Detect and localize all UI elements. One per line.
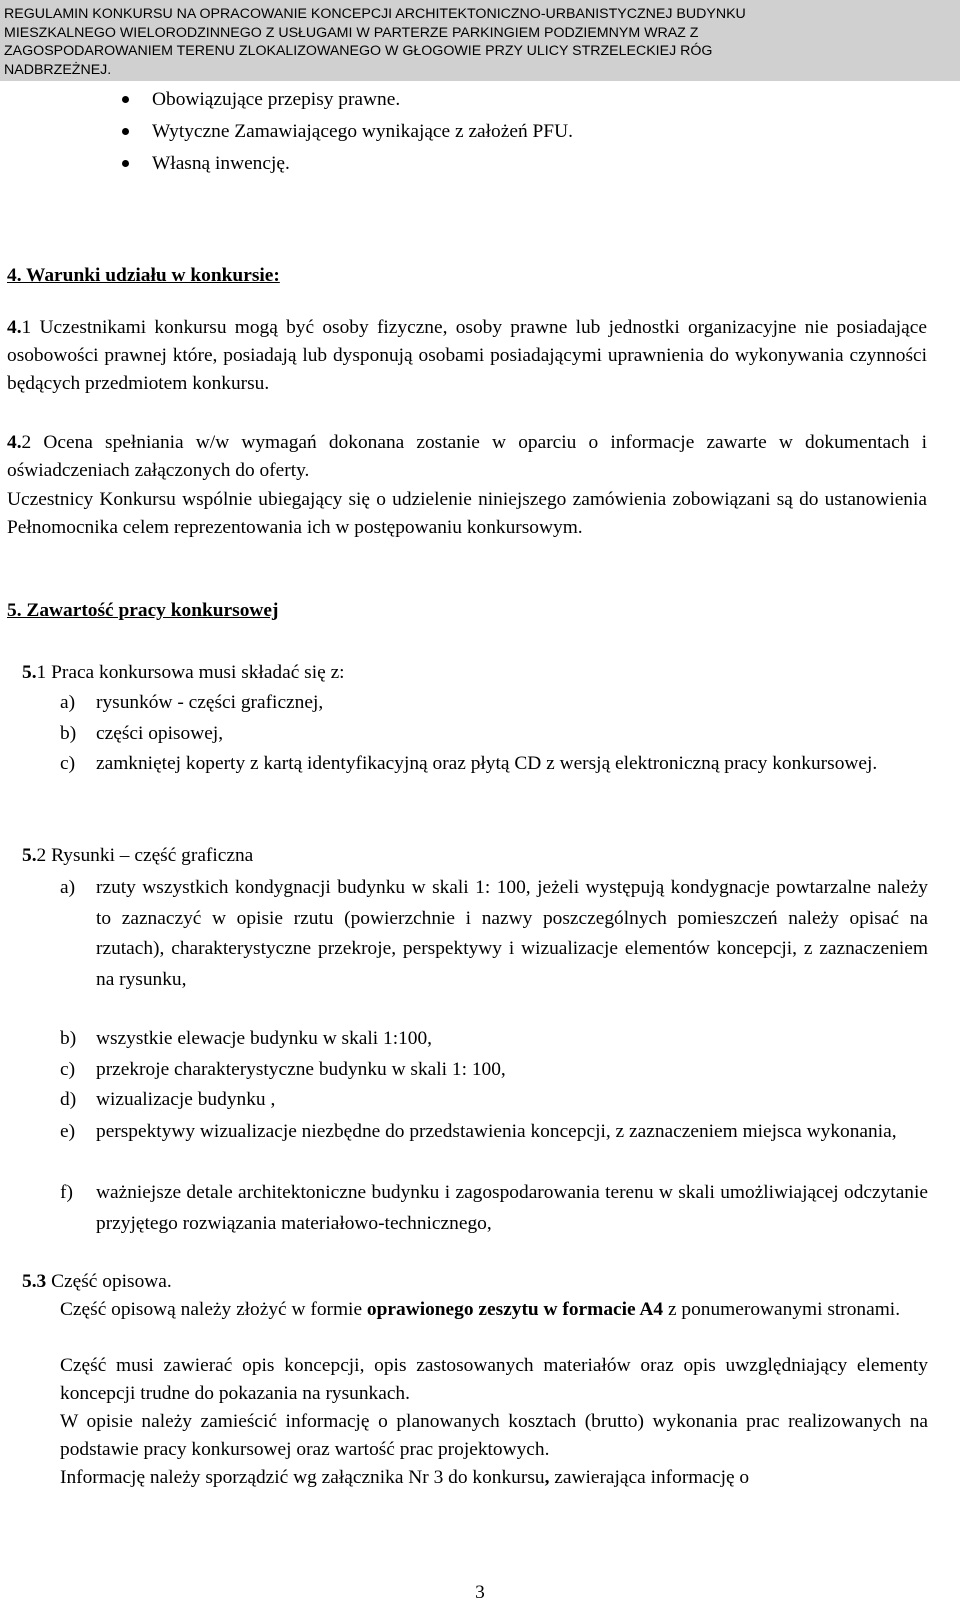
list-item bbox=[60, 1086, 928, 1114]
item-text: rysunków - części graficznej, bbox=[96, 692, 324, 713]
bold-text-run: oprawionego zeszytu w formacie A4 bbox=[366, 1299, 664, 1320]
paragraph-4-2 bbox=[7, 429, 927, 485]
list-item bbox=[60, 720, 928, 748]
paragraph-text: 2 Rysunki – część graficzna bbox=[36, 845, 254, 866]
header-line: MIESZKALNEGO WIELORODZINNEGO Z USŁUGAMI W PARTERZE PARKINGIEM PODZIEMNYM WRAZ Z bbox=[4, 24, 699, 41]
paragraph-5-3-a bbox=[60, 1296, 928, 1324]
paragraph-text: 1 Praca konkursowa musi składać się z: bbox=[36, 662, 345, 683]
paragraph-5-3-b: Część musi zawierać opis koncepcji, opis zastosowanych materiałów oraz opis uwzględniający elementy koncepcji trudne do pokazania na rysunkach. bbox=[60, 1355, 928, 1404]
paragraph-4-3: Uczestnicy Konkursu wspólnie ubiegający się o udzielenie niniejszego zamówienia zobowiązani są do ustanowienia Pełnomocnika celem reprezentowania ich w postępowaniu konkursowym. bbox=[7, 489, 927, 538]
list-item bbox=[60, 689, 928, 717]
paragraph-5-3-c: W opisie należy zamieścić informację o planowanych kosztach (brutto) wykonania prac realizowanych na podstawie pracy konkursowej oraz wartość prac projektowych. bbox=[60, 1411, 928, 1460]
list-item bbox=[60, 1117, 928, 1148]
item-label: c) bbox=[60, 1059, 76, 1080]
paragraph-5-3-title bbox=[22, 1268, 927, 1296]
page-header bbox=[0, 0, 960, 81]
item-text: przekroje charakterystyczne budynku w skali 1: 100, bbox=[96, 1059, 506, 1080]
item-label: a) bbox=[60, 877, 76, 898]
item-text: wizualizacje budynku , bbox=[96, 1089, 276, 1110]
bullet-list bbox=[116, 84, 960, 180]
text-run: Część opisową należy złożyć w formie bbox=[60, 1299, 367, 1320]
list-item bbox=[60, 1178, 928, 1239]
bullet-item: Własną inwencję. bbox=[116, 148, 960, 180]
item-text: części opisowej, bbox=[96, 723, 224, 744]
list-item bbox=[60, 1056, 928, 1084]
item-text: rzuty wszystkich kondygnacji budynku w skali 1: 100, jeżeli występują kondygnacje powtarzalne należy to zaznaczyć w opisie rzutu (powierzchnie i nazwy poszczególnych pomieszczeń należy opisać na rzutach), charakterystyczne przekroje, perspektywy i wizualizacje elementów koncepcji, z zaznaczeniem na rysunku, bbox=[96, 877, 928, 990]
item-text: zamkniętej koperty z kartą identyfikacyjną oraz płytą CD z wersją elektroniczną pracy konkursowej. bbox=[96, 753, 878, 774]
list-item bbox=[60, 873, 928, 995]
paragraph-text: 2 Ocena spełniania w/w wymagań dokonana zostanie w oparciu o informacje zawarte w dokumentach i oświadczeniach załączonych do oferty. bbox=[7, 432, 927, 481]
paragraph-5-2 bbox=[22, 842, 927, 870]
paragraph-number: 5. bbox=[22, 662, 37, 683]
item-label: b) bbox=[60, 1028, 77, 1049]
list-item bbox=[60, 750, 928, 778]
paragraph-number: 4. bbox=[7, 317, 22, 338]
document-body bbox=[0, 84, 960, 1488]
paragraph-number: 4. bbox=[7, 432, 22, 453]
header-line: NADBRZEŻNEJ. bbox=[4, 61, 112, 78]
item-label: b) bbox=[60, 723, 77, 744]
paragraph-number: 5. bbox=[22, 845, 37, 866]
text-run: Informację należy sporządzić wg załącznika Nr 3 do konkursu bbox=[60, 1467, 545, 1488]
paragraph-text: 1 Uczestnikami konkursu mogą być osoby fizyczne, osoby prawne lub jednostki organizacyjne nie posiadające osobowości prawnej które, posiadają lub dysponują osobami posiadającymi uprawnienia do wykonywania czynności będących przedmiotem konkursu. bbox=[7, 317, 927, 394]
paragraph-text: Część opisowa. bbox=[46, 1271, 172, 1292]
bullet-item: Obowiązujące przepisy prawne. bbox=[116, 84, 960, 116]
item-label: f) bbox=[60, 1182, 73, 1203]
text-run: zawierająca informację o bbox=[549, 1467, 750, 1488]
bullet-item: Wytyczne Zamawiającego wynikające z założeń PFU. bbox=[116, 116, 960, 148]
paragraph-number: 5.3 bbox=[22, 1271, 47, 1292]
item-label: d) bbox=[60, 1089, 77, 1110]
header-line: REGULAMIN KONKURSU NA OPRACOWANIE KONCEPCJI ARCHITEKTONICZNO-URBANISTYCZNEJ BUDYNKU bbox=[4, 6, 746, 22]
page-number: 3 bbox=[475, 1582, 485, 1603]
item-label: e) bbox=[60, 1121, 76, 1142]
paragraph-4-1 bbox=[7, 314, 927, 398]
item-label: c) bbox=[60, 753, 76, 774]
list-item bbox=[60, 1025, 928, 1053]
text-run: z ponumerowanymi stronami. bbox=[663, 1299, 901, 1320]
paragraph-5-1 bbox=[22, 659, 927, 687]
item-text: wszystkie elewacje budynku w skali 1:100, bbox=[96, 1028, 433, 1049]
item-text: ważniejsze detale architektoniczne budynku i zagospodarowania terenu w skali umożliwiającej odczytanie przyjętego rozwiązania materiałowo-technicznego, bbox=[96, 1182, 928, 1234]
bold-text-run: , bbox=[544, 1467, 550, 1488]
item-text: perspektywy wizualizacje niezbędne do przedstawienia koncepcji, z zaznaczeniem miejsca wykonania, bbox=[96, 1121, 897, 1142]
item-label: a) bbox=[60, 692, 76, 713]
section-4-heading: 4. Warunki udziału w konkursie: bbox=[7, 265, 280, 286]
header-line: ZAGOSPODAROWANIEM TERENU ZLOKALIZOWANEGO W GŁOGOWIE PRZY ULICY STRZELECKIEJ RÓG bbox=[4, 43, 713, 59]
section-5-heading: 5. Zawartość pracy konkursowej bbox=[7, 600, 279, 621]
paragraph-5-3-d bbox=[60, 1464, 928, 1492]
